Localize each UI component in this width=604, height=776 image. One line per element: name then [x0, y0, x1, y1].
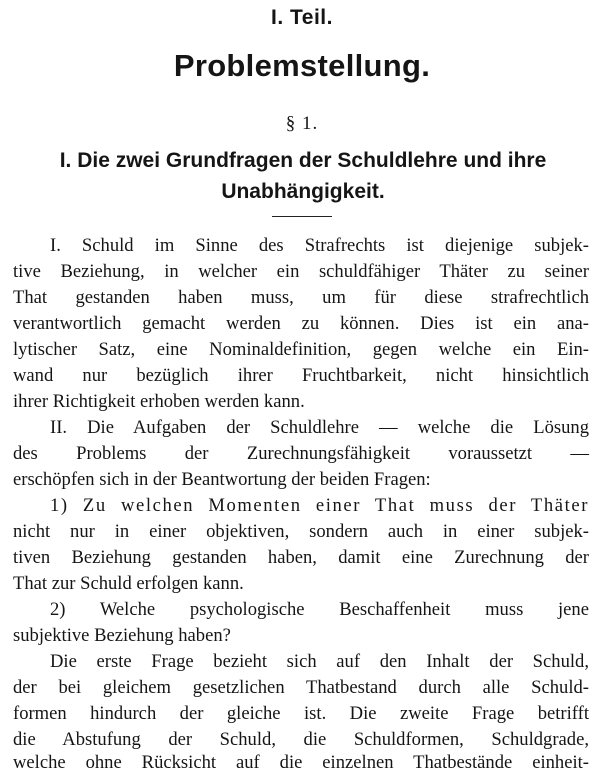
paragraph-line: subjektive Beziehung haben?	[13, 625, 231, 646]
paragraph-line: nicht nur in einer objektiven, sondern auch in einer subjek-	[13, 521, 589, 542]
paragraph-line: tive Beziehung, in welcher ein schuldfähiger Thäter zu seiner	[13, 261, 589, 282]
paragraph-line: wand nur bezüglich ihrer Fruchtbarkeit, nicht hinsichtlich	[13, 365, 589, 386]
chapter-heading-line: Unabhängigkeit.	[221, 180, 385, 203]
paragraph-line: formen hindurch der gleiche ist. Die zweite Frage betrifft	[13, 703, 589, 724]
paragraph-line: erschöpfen sich in der Beantwortung der beiden Fragen:	[13, 469, 431, 490]
paragraph-line: lytischer Satz, eine Nominaldefinition, gegen welche ein Ein-	[13, 339, 589, 360]
paragraph-line: verantwortlich gemacht werden zu können. Dies ist ein ana-	[13, 313, 589, 334]
paragraph-line: 1) Zu welchen Momenten einer That muss der Thäter	[50, 495, 589, 516]
paragraph-line: II. Die Aufgaben der Schuldlehre — welche die Lösung	[50, 417, 589, 438]
paragraph-line: That zur Schuld erfolgen kann.	[13, 573, 244, 594]
page-title: Problemstellung.	[173, 48, 431, 83]
paragraph-line: welche ohne Rücksicht auf die einzelnen Thatbestände einheit-	[13, 752, 589, 773]
paragraph-line: I. Schuld im Sinne des Strafrechts ist diejenige subjek-	[50, 235, 589, 256]
paragraph-line: ihrer Richtigkeit erhoben werden kann.	[13, 391, 305, 412]
section-mark: § 1.	[285, 113, 319, 134]
part-label: I. Teil.	[271, 6, 333, 29]
chapter-heading	[18, 145, 588, 207]
paragraph-line: Die erste Frage bezieht sich auf den Inhalt der Schuld,	[50, 651, 589, 672]
paragraph-line: des Problems der Zurechnungsfähigkeit voraussetzt —	[13, 443, 589, 464]
paragraph-line: That gestanden haben muss, um für diese strafrechtlich	[13, 287, 589, 308]
paragraph-line: der bei gleichem gesetzlichen Thatbestand durch alle Schuld-	[13, 677, 589, 698]
paragraph-line: die Abstufung der Schuld, die Schuldformen, Schuldgrade,	[13, 729, 589, 750]
chapter-heading-line: I. Die zwei Grundfragen der Schuldlehre und ihre	[59, 149, 547, 172]
paragraph-line: tiven Beziehung gestanden haben, damit eine Zurechnung der	[13, 547, 589, 568]
divider-rule	[272, 216, 332, 217]
paragraph-line: 2) Welche psychologische Beschaffenheit muss jene	[50, 599, 589, 620]
